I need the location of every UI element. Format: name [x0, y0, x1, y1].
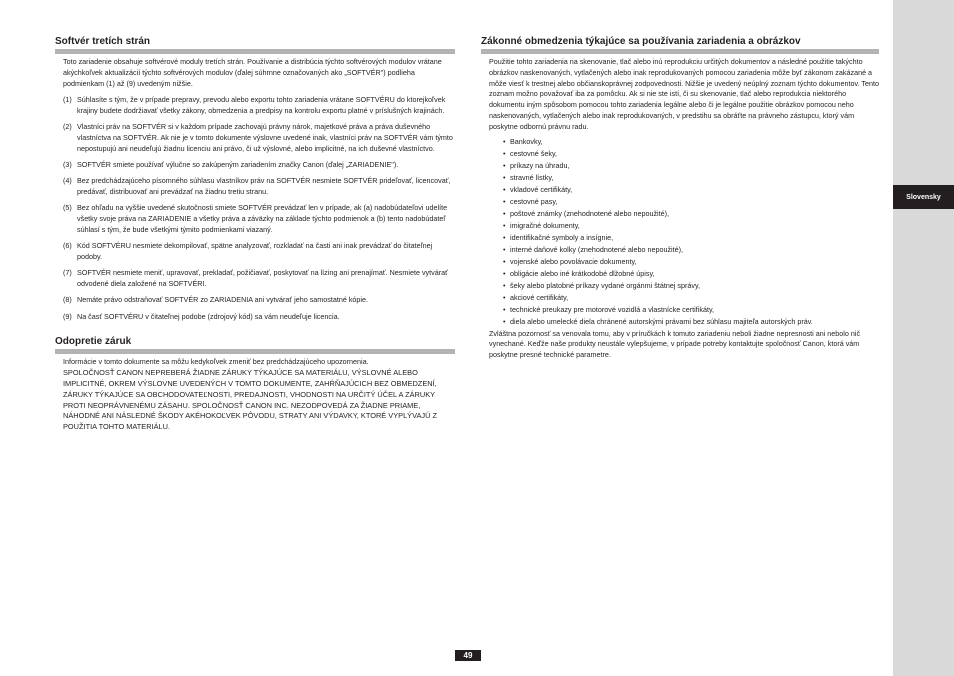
bullet-icon: • [503, 232, 506, 242]
list-item-text: identifikačné symboly a insígnie, [510, 232, 614, 242]
list-item-text: obligácie alebo iné krátkodobé dlžobné úpisy, [510, 268, 655, 278]
term-text: Nemáte právo odstraňovať SOFTVÉR zo ZARIADENIA ani vytvárať jeho samostatné kópie. [77, 295, 369, 305]
list-item-text: cestovné šeky, [510, 148, 558, 158]
list-item-text: akciové certifikáty, [510, 292, 569, 302]
section-title-disclaimer: Odopretie záruk [55, 336, 455, 354]
list-item-text: poštové známky (znehodnotené alebo nepoužité), [510, 208, 670, 218]
term-number: (7) [63, 268, 72, 278]
third-party-intro: Toto zariadenie obsahuje softvérové moduly tretích strán. Používanie a distribúcia týchto softvérových modulov vrátane akýchkoľvek aktualizácií týchto softvérových modulov (ďalej súhrnne označovaných ako „SOFTVÉR") podlieha podmienkam (1) až (9) uvedeným nižšie. [63, 57, 442, 88]
bullet-icon: • [503, 316, 506, 326]
term-text: SOFTVÉR nesmiete meniť, upravovať, prekladať, požičiavať, poskytovať na lízing ani prenajímať. Nesmiete vytvárať odvodené diela založené na SOFTVÉRI. [77, 268, 448, 289]
term-item [63, 295, 455, 306]
list-item-text: imigračné dokumenty, [510, 220, 580, 230]
term-item [63, 122, 455, 154]
term-number: (8) [63, 295, 72, 305]
term-text: Na časť SOFTVÉRU v čitateľnej podobe (zdrojový kód) sa vám neudeľuje licencia. [77, 311, 340, 321]
term-item [63, 312, 455, 323]
bullet-icon: • [503, 244, 506, 254]
list-item [503, 244, 879, 256]
section-title-legal-limitations: Zákonné obmedzenia týkajúce sa používania zariadenia a obrázkov [481, 36, 879, 54]
bullet-icon: • [503, 160, 506, 170]
legal-intro: Použitie tohto zariadenia na skenovanie, tlač alebo inú reprodukciu určitých dokumentov a následné použitie takýchto obrázkov naskenovaných, vytlačených alebo inak reprodukovaných pomocou zariadenia môže byť zákonom zakázané a môže viesť k trestnej alebo občianskoprávnej zodpovednosti. Nižšie je uvedený neúplný zoznam týchto dokumentov. Tento zoznam možno považovať iba za pomôcku. Ak si nie ste istí, či su skenovanie, tlač alebo reprodukcia niektorého dokumentu iným spôsobom pomocou tohto zariadenia legálne alebo či je legálne použitie obrázkov pomocou neho naskenovaných, vytlačených alebo inak reprodukovaných, v predstihu sa obráťte na právneho zástupcu, ktorý vám poskytne odbornú právnu radu. [489, 57, 879, 131]
bullet-icon: • [503, 184, 506, 194]
bullet-icon: • [503, 220, 506, 230]
list-item-text: Bankovky, [510, 136, 543, 146]
term-item [63, 241, 455, 263]
list-item [503, 232, 879, 244]
list-item-text: šeky alebo platobné príkazy vydané orgánmi štátnej správy, [510, 280, 701, 290]
term-item [63, 176, 455, 198]
term-number: (4) [63, 176, 72, 186]
term-text: Vlastníci práv na SOFTVÉR si v každom prípade zachovajú právny nárok, majetkové práva a práva duševného vlastníctva na SOFTVÉR. Ak nie je v tomto dokumente výslovne uvedené inak, vlastníci práv na SOFTVÉR vám týmto nepostupujú ani neudeľujú žiadnu licenciu ani právo, či už výslovné, alebo implicitné, na ich duševné vlastníctvo. [77, 121, 453, 153]
term-text: SOFTVÉR smiete používať výlučne so zakúpeným zariadením značky Canon (ďalej „ZARIADENIE"). [77, 159, 399, 169]
list-item-text: technické preukazy pre motorové vozidlá a vlastnícke certifikáty, [510, 304, 715, 314]
list-item-text: vkladové certifikáty, [510, 184, 573, 194]
bullet-icon: • [503, 304, 506, 314]
term-number: (5) [63, 203, 72, 213]
term-number: (6) [63, 241, 72, 251]
list-item [503, 208, 879, 220]
terms-list [55, 95, 455, 323]
list-item [503, 160, 879, 172]
list-item-text: cestovné pasy, [510, 196, 558, 206]
list-item [503, 172, 879, 184]
term-number: (3) [63, 159, 72, 169]
bullet-icon: • [503, 256, 506, 266]
left-column [55, 36, 455, 433]
page-number: 49 [455, 650, 481, 661]
restricted-documents-list [503, 136, 879, 328]
bullet-icon: • [503, 208, 506, 218]
term-item [63, 268, 455, 290]
disclaimer-caps-text: SPOLOČNOSŤ CANON NEPREBERÁ ŽIADNE ZÁRUKY TÝKAJÚCE SA MATERIÁLU, VÝSLOVNÉ ALEBO IMPLICITNÉ, OKREM VÝSLOVNE UVEDENÝCH V TOMTO DOKUMENTE, ZAHŔŇAJÚCICH BEZ OBMEDZENÍ, ZÁRUKY TÝKAJÚCE SA OBCHODOVATEĽNOSTI, PREDAJNOSTI, VHODNOSTI NA URČITÝ ÚČEL A ZÁRUKY PROTI NEOPRÁVNENÉMU ZÁSAHU. SPOLOČNOSŤ CANON INC. NEZODPOVEDÁ ZA ŽIADNE PRIAME, NÁHODNÉ ANI NÁSLEDNÉ ŠKODY AKÉHOKOĽVEK PÔVODU, STRATY ANI VÝDAVKY, KTORÉ VYPLÝVAJÚ Z POUŽITIA TOHTO MATERIÁLU. [63, 368, 438, 432]
term-number: (1) [63, 94, 72, 104]
list-item [503, 316, 879, 328]
bullet-icon: • [503, 196, 506, 206]
list-item [503, 304, 879, 316]
term-number: (9) [63, 311, 72, 321]
list-item [503, 184, 879, 196]
term-text: Bez predchádzajúceho písomného súhlasu vlastníkov práv na SOFTVÉR nesmiete SOFTVÉR prideľovať, licencovať, predávať, distribuovať ani prevádzať na žiadnu tretiu stranu. [77, 176, 451, 196]
list-item [503, 136, 879, 148]
term-item [63, 160, 455, 171]
term-text: Bez ohľadu na vyššie uvedené skutočnosti smiete SOFTVÉR prevádzať len v prípade, ak (a) nadobúdateľovi udelíte všetky svoje práva na ZARIADENIE a všetky práva a záväzky na základe týchto podmienok a (b) tento nadobúdateľ súhlasí s tým, že bude všetkými týmito podmienkami viazaný. [77, 203, 448, 234]
list-item [503, 292, 879, 304]
list-item [503, 196, 879, 208]
bullet-icon: • [503, 136, 506, 146]
list-item-text: interné daňové kolky (znehodnotené alebo nepoužité), [510, 244, 684, 254]
list-item [503, 268, 879, 280]
list-item-text: príkazy na úhradu, [510, 160, 570, 170]
disclaimer-intro: Informácie v tomto dokumente sa môžu kedykoľvek zmeniť bez predchádzajúceho upozornenia. [63, 357, 369, 367]
list-item-text: diela alebo umelecké diela chránené autorskými právami bez súhlasu majiteľa autorských práv. [510, 316, 813, 326]
section-title-third-party-software: Softvér tretích strán [55, 36, 455, 54]
bullet-icon: • [503, 172, 506, 182]
right-sidebar [893, 0, 954, 676]
term-text: Súhlasíte s tým, že v prípade prepravy, prevodu alebo exportu tohto zariadenia vrátane SOFTVÉRU do ktorejkoľvek krajiny budete dodržiavať všetky zákony, obmedzenia a predpisy na kontrolu exportu platné v príslušných krajinách. [77, 94, 446, 115]
list-item [503, 280, 879, 292]
list-item [503, 148, 879, 160]
list-item-text: stravné lístky, [510, 172, 554, 182]
term-text: Kód SOFTVÉRU nesmiete dekompilovať, spätne analyzovať, rozkladať na časti ani inak prevádzať do čitateľnej podoby. [77, 241, 433, 261]
closing-note: Zvláštna pozornosť sa venovala tomu, aby v príručkách k tomuto zariadeniu neboli žiadne nepresnosti ani nebolo nič vynechané. Keďže naše produkty neustále vylepšujeme, v prípade potreby kontaktujte spoločnosť Canon, ktorá vám poskytne presné technické parametre. [489, 328, 861, 360]
bullet-icon: • [503, 268, 506, 278]
list-item [503, 256, 879, 268]
list-item-text: vojenské alebo povolávacie dokumenty, [510, 256, 637, 266]
term-number: (2) [63, 121, 72, 131]
bullet-icon: • [503, 148, 506, 158]
list-item [503, 220, 879, 232]
right-column [481, 36, 879, 361]
language-tab[interactable]: Slovensky [893, 185, 954, 209]
bullet-icon: • [503, 292, 506, 302]
term-item [63, 203, 455, 235]
term-item [63, 95, 455, 117]
bullet-icon: • [503, 280, 506, 290]
